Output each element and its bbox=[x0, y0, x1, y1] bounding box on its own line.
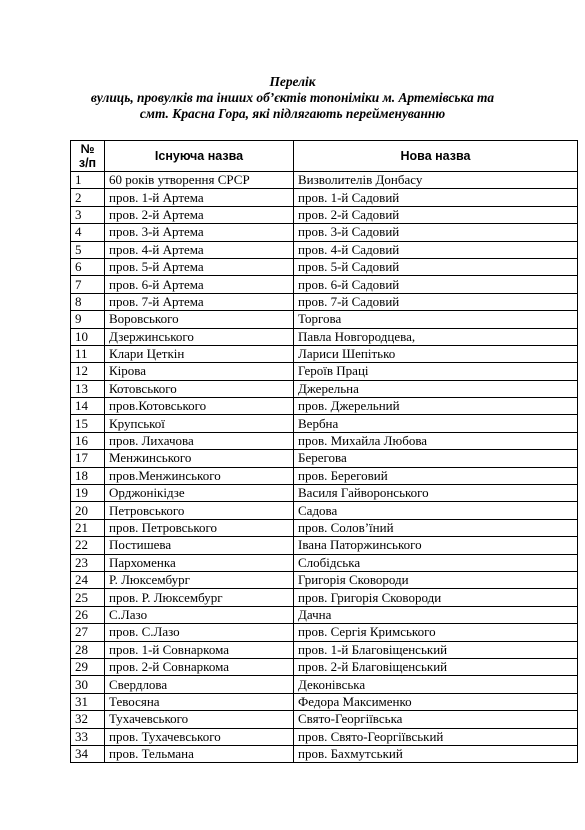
row-number: 5 bbox=[71, 241, 105, 258]
new-name-cell: пров. 4-й Садовий bbox=[294, 241, 578, 258]
row-number: 27 bbox=[71, 624, 105, 641]
table-row bbox=[71, 693, 578, 710]
row-number: 11 bbox=[71, 345, 105, 362]
new-name-cell: Визволителів Донбасу bbox=[294, 172, 578, 189]
existing-name-cell: Крупської bbox=[105, 415, 294, 432]
table-row bbox=[71, 415, 578, 432]
table-row bbox=[71, 241, 578, 258]
new-name-cell: пров. Михайла Любова bbox=[294, 432, 578, 449]
new-name-cell: пров. Григорія Сковороди bbox=[294, 589, 578, 606]
table-row bbox=[71, 363, 578, 380]
new-name-cell: пров. Свято-Георгіївський bbox=[294, 728, 578, 745]
table-row bbox=[71, 711, 578, 728]
new-name-cell: Дачна bbox=[294, 606, 578, 623]
table-row bbox=[71, 328, 578, 345]
row-number: 34 bbox=[71, 745, 105, 762]
table-row bbox=[71, 641, 578, 658]
new-name-cell: Григорія Сковороди bbox=[294, 571, 578, 588]
existing-name-cell: Котовського bbox=[105, 380, 294, 397]
row-number: 24 bbox=[71, 571, 105, 588]
row-number: 14 bbox=[71, 398, 105, 415]
table-row bbox=[71, 571, 578, 588]
row-number: 32 bbox=[71, 711, 105, 728]
row-number: 31 bbox=[71, 693, 105, 710]
table-row bbox=[71, 676, 578, 693]
existing-name-cell: Свердлова bbox=[105, 676, 294, 693]
new-name-cell: пров. 1-й Благовіщенський bbox=[294, 641, 578, 658]
row-number: 25 bbox=[71, 589, 105, 606]
table-row bbox=[71, 380, 578, 397]
row-number: 6 bbox=[71, 258, 105, 275]
existing-name-cell: пров. 4-й Артема bbox=[105, 241, 294, 258]
row-number: 15 bbox=[71, 415, 105, 432]
existing-name-cell: Менжинського bbox=[105, 450, 294, 467]
existing-name-cell: пров. Р. Люксембург bbox=[105, 589, 294, 606]
new-name-cell: Берегова bbox=[294, 450, 578, 467]
row-number: 10 bbox=[71, 328, 105, 345]
new-name-cell: Героїв Праці bbox=[294, 363, 578, 380]
document-subtitle-line-1: вулиць, провулків та інших об’єктів топоніміки м. Артемівська та bbox=[90, 90, 495, 105]
table-row bbox=[71, 311, 578, 328]
existing-name-cell: С.Лазо bbox=[105, 606, 294, 623]
row-number: 19 bbox=[71, 485, 105, 502]
new-name-cell: пров. 6-й Садовий bbox=[294, 276, 578, 293]
table-row bbox=[71, 728, 578, 745]
new-name-cell: пров. Солов’їний bbox=[294, 519, 578, 536]
existing-name-cell: Клари Цеткін bbox=[105, 345, 294, 362]
row-number: 12 bbox=[71, 363, 105, 380]
new-name-cell: Федора Максименко bbox=[294, 693, 578, 710]
table-row bbox=[71, 519, 578, 536]
new-name-cell: пров. 3-й Садовий bbox=[294, 224, 578, 241]
new-name-cell: Лариси Шепітько bbox=[294, 345, 578, 362]
document-heading bbox=[0, 74, 585, 122]
new-name-cell: пров. 1-й Садовий bbox=[294, 189, 578, 206]
table-row bbox=[71, 606, 578, 623]
existing-name-cell: Тевосяна bbox=[105, 693, 294, 710]
existing-name-cell: Дзержинського bbox=[105, 328, 294, 345]
table-row bbox=[71, 537, 578, 554]
table-row bbox=[71, 293, 578, 310]
existing-name-cell: Постишева bbox=[105, 537, 294, 554]
new-name-cell: пров. 5-й Садовий bbox=[294, 258, 578, 275]
table-row bbox=[71, 658, 578, 675]
new-name-cell: Слобідська bbox=[294, 554, 578, 571]
row-number: 8 bbox=[71, 293, 105, 310]
existing-name-cell: Петровського bbox=[105, 502, 294, 519]
row-number: 26 bbox=[71, 606, 105, 623]
existing-name-cell: пров. Тельмана bbox=[105, 745, 294, 762]
new-name-cell: Вербна bbox=[294, 415, 578, 432]
table-row bbox=[71, 206, 578, 223]
table-row bbox=[71, 745, 578, 762]
table-row bbox=[71, 554, 578, 571]
existing-name-cell: пров. Лихачова bbox=[105, 432, 294, 449]
row-number: 7 bbox=[71, 276, 105, 293]
table-row bbox=[71, 502, 578, 519]
header-number bbox=[71, 141, 105, 172]
existing-name-cell: пров.Менжинського bbox=[105, 467, 294, 484]
row-number: 16 bbox=[71, 432, 105, 449]
table-row bbox=[71, 624, 578, 641]
row-number: 20 bbox=[71, 502, 105, 519]
row-number: 17 bbox=[71, 450, 105, 467]
new-name-cell: Торгова bbox=[294, 311, 578, 328]
existing-name-cell: пров. 6-й Артема bbox=[105, 276, 294, 293]
table-row bbox=[71, 467, 578, 484]
table-row bbox=[71, 450, 578, 467]
new-name-cell: Василя Гайворонського bbox=[294, 485, 578, 502]
existing-name-cell: Воровського bbox=[105, 311, 294, 328]
existing-name-cell: пров. 1-й Артема bbox=[105, 189, 294, 206]
existing-name-cell: Р. Люксембург bbox=[105, 571, 294, 588]
document-subtitle-line-2: смт. Красна Гора, які підлягають перейменуванню bbox=[139, 106, 446, 121]
new-name-cell: Івана Паторжинського bbox=[294, 537, 578, 554]
row-number: 13 bbox=[71, 380, 105, 397]
row-number: 23 bbox=[71, 554, 105, 571]
rename-table bbox=[70, 140, 578, 763]
new-name-cell: Павла Новгородцева, bbox=[294, 328, 578, 345]
existing-name-cell: пров.Котовського bbox=[105, 398, 294, 415]
new-name-cell: Джерельна bbox=[294, 380, 578, 397]
row-number: 2 bbox=[71, 189, 105, 206]
existing-name-cell: Кірова bbox=[105, 363, 294, 380]
row-number: 21 bbox=[71, 519, 105, 536]
row-number: 30 bbox=[71, 676, 105, 693]
new-name-cell: Садова bbox=[294, 502, 578, 519]
new-name-cell: пров. 2-й Благовіщенський bbox=[294, 658, 578, 675]
existing-name-cell: Тухачевського bbox=[105, 711, 294, 728]
existing-name-cell: пров. 5-й Артема bbox=[105, 258, 294, 275]
new-name-cell: пров. Бахмутський bbox=[294, 745, 578, 762]
table-header-row bbox=[71, 141, 578, 172]
existing-name-cell: пров. С.Лазо bbox=[105, 624, 294, 641]
row-number: 22 bbox=[71, 537, 105, 554]
row-number: 4 bbox=[71, 224, 105, 241]
table-row bbox=[71, 224, 578, 241]
table-row bbox=[71, 345, 578, 362]
table-body bbox=[71, 172, 578, 763]
existing-name-cell: Пархоменка bbox=[105, 554, 294, 571]
document-title: Перелік bbox=[269, 74, 316, 89]
existing-name-cell: пров. Тухачевського bbox=[105, 728, 294, 745]
new-name-cell: пров. Сергія Кримського bbox=[294, 624, 578, 641]
row-number: 29 bbox=[71, 658, 105, 675]
existing-name-cell: Орджонікідзе bbox=[105, 485, 294, 502]
row-number: 33 bbox=[71, 728, 105, 745]
row-number: 9 bbox=[71, 311, 105, 328]
header-new-name: Нова назва bbox=[294, 141, 578, 172]
row-number: 1 bbox=[71, 172, 105, 189]
table-row bbox=[71, 485, 578, 502]
header-old-name: Існуюча назва bbox=[105, 141, 294, 172]
table-row bbox=[71, 589, 578, 606]
existing-name-cell: пров. 1-й Совнаркома bbox=[105, 641, 294, 658]
new-name-cell: пров. 7-й Садовий bbox=[294, 293, 578, 310]
existing-name-cell: пров. 2-й Артема bbox=[105, 206, 294, 223]
existing-name-cell: пров. 3-й Артема bbox=[105, 224, 294, 241]
table-row bbox=[71, 172, 578, 189]
header-number-symbol: № bbox=[80, 142, 95, 156]
new-name-cell: Деконівська bbox=[294, 676, 578, 693]
row-number: 18 bbox=[71, 467, 105, 484]
new-name-cell: Свято-Георгіївська bbox=[294, 711, 578, 728]
existing-name-cell: пров. 2-й Совнаркома bbox=[105, 658, 294, 675]
table-row bbox=[71, 432, 578, 449]
existing-name-cell: пров. Петровського bbox=[105, 519, 294, 536]
table-row bbox=[71, 398, 578, 415]
header-number-abbrev: з/п bbox=[78, 156, 97, 170]
table-row bbox=[71, 189, 578, 206]
existing-name-cell: пров. 7-й Артема bbox=[105, 293, 294, 310]
row-number: 28 bbox=[71, 641, 105, 658]
new-name-cell: пров. 2-й Садовий bbox=[294, 206, 578, 223]
new-name-cell: пров. Джерельний bbox=[294, 398, 578, 415]
table-row bbox=[71, 276, 578, 293]
new-name-cell: пров. Береговий bbox=[294, 467, 578, 484]
row-number: 3 bbox=[71, 206, 105, 223]
table-row bbox=[71, 258, 578, 275]
existing-name-cell: 60 років утворення СРСР bbox=[105, 172, 294, 189]
